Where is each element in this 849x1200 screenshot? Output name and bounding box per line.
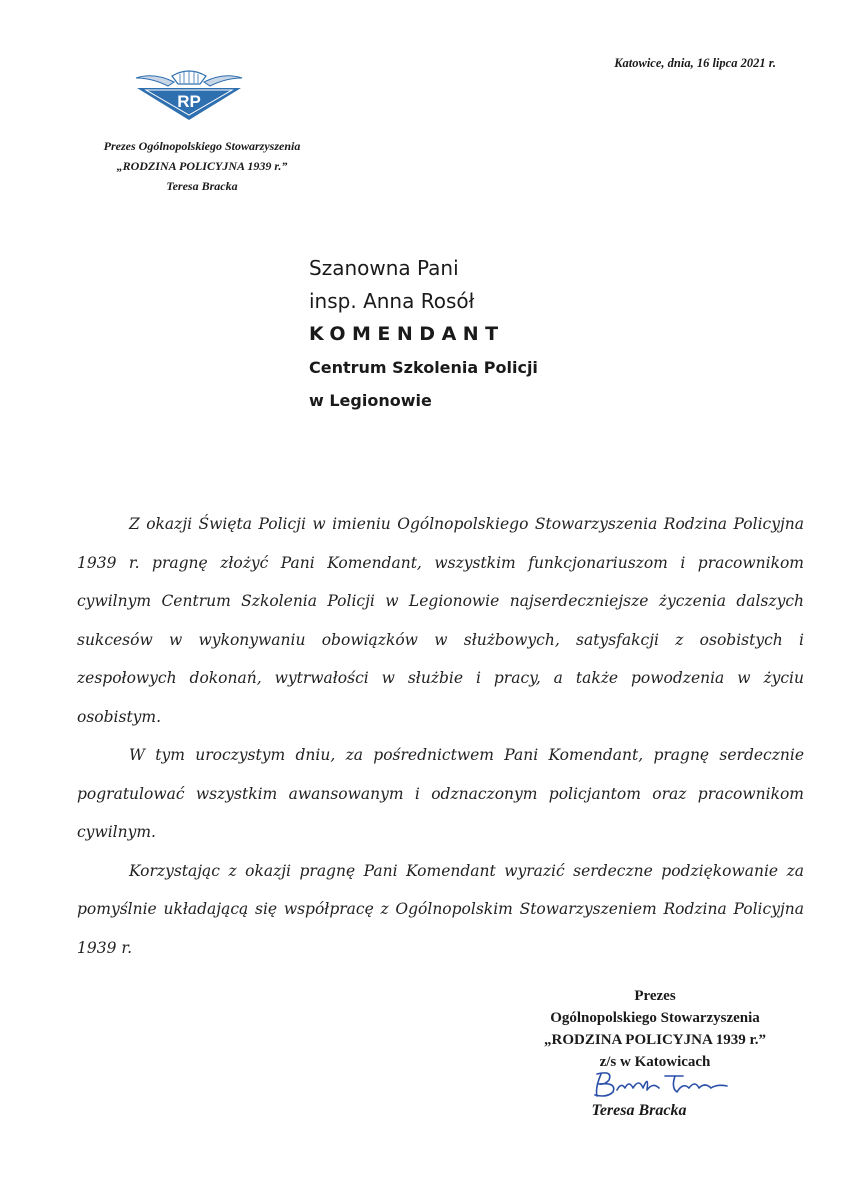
addressee-block bbox=[309, 252, 538, 417]
addressee-name: insp. Anna Rosół bbox=[309, 289, 475, 313]
signature-line: „RODZINA POLICYJNA 1939 r.” bbox=[544, 1032, 766, 1048]
sender-line: Prezes Ogólnopolskiego Stowarzyszenia bbox=[103, 139, 301, 153]
addressee-title: KOMENDANT bbox=[309, 323, 505, 345]
handwritten-signature bbox=[587, 1068, 737, 1100]
signature-line: Ogólnopolskiego Stowarzyszenia bbox=[550, 1010, 760, 1026]
sender-line: „RODZINA POLICYJNA 1939 r.” bbox=[116, 159, 288, 173]
addressee-location: w Legionowie bbox=[309, 391, 432, 410]
signatory-name: Teresa Bracka bbox=[591, 1102, 687, 1119]
sender-block bbox=[72, 136, 332, 196]
rp-logo bbox=[134, 64, 244, 122]
addressee-org: Centrum Szkolenia Policji bbox=[309, 358, 538, 377]
sender-line: Teresa Bracka bbox=[166, 179, 238, 193]
svg-text:RP: RP bbox=[177, 92, 201, 111]
signature-block bbox=[505, 985, 805, 1073]
body-paragraph: Korzystając z okazji pragnę Pani Komendant wyrazić serdeczne podziękowanie za pomyślnie układającą się współpracę z Ogólnopolskim Stowarzyszeniem Rodzina Policyjna 1939 r. bbox=[77, 861, 804, 957]
body-paragraph: W tym uroczystym dniu, za pośrednictwem Pani Komendant, pragnę serdecznie pogratulować wszystkim awansowanym i odznaczonym policjantom oraz pracownikom cywilnym. bbox=[77, 746, 804, 841]
body-paragraph: Z okazji Święta Policji w imieniu Ogólnopolskiego Stowarzyszenia Rodzina Policyjna 1939 r. pragnę złożyć Pani Komendant, wszystkim funkcjonariuszom i pracownikom cywilnym Centrum Szkolenia Policji w Legionowie najserdeczniejsze życzenia dalszych sukcesów w wykonywaniu obowiązków w służbowych, satysfakcji z osobistych i zespołowych dokonań, wytrwałości w służbie i pracy, a także powodzenia w życiu osobistym. bbox=[77, 515, 804, 726]
addressee-greeting: Szanowna Pani bbox=[309, 256, 459, 280]
letter-date: Katowice, dnia, 16 lipca 2021 r. bbox=[614, 56, 776, 70]
signature-line: Prezes bbox=[634, 988, 676, 1004]
signature-line: z/s w Katowicach bbox=[599, 1054, 711, 1070]
letter-body bbox=[77, 505, 804, 967]
